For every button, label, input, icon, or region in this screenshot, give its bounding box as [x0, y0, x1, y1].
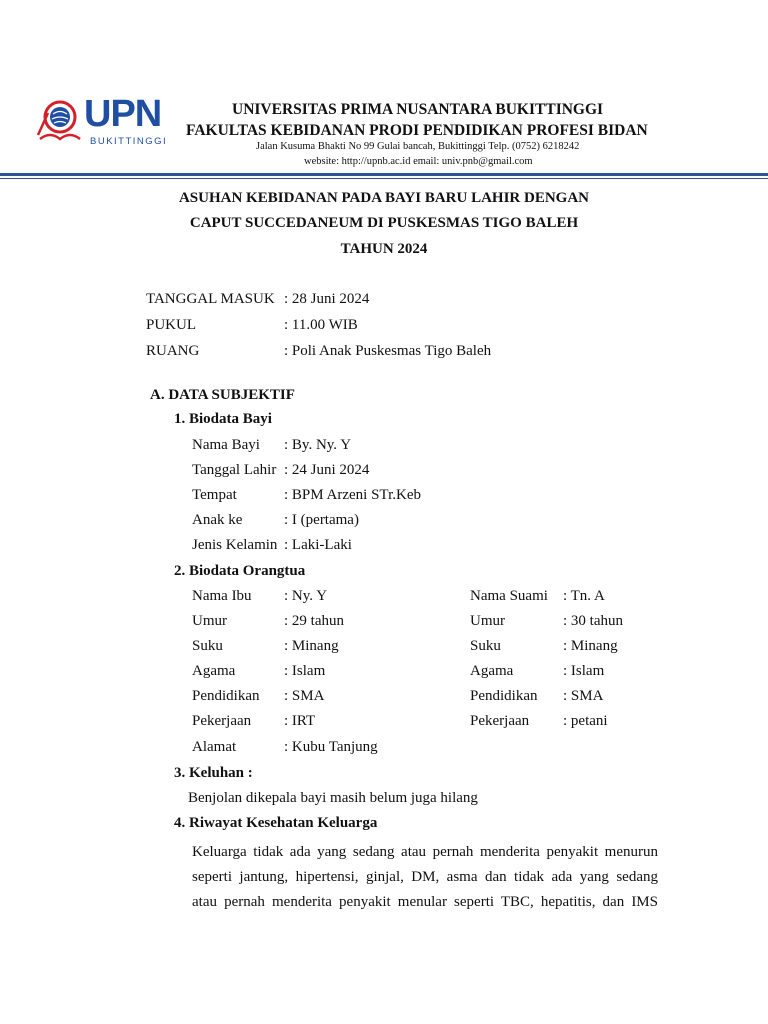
baby-name-value: : By. Ny. Y: [284, 437, 352, 453]
mother-job-value: : IRT: [284, 713, 316, 729]
mother-ethnicity-label: Suku: [192, 638, 223, 654]
admission-date-value: : 28 Juni 2024: [284, 291, 370, 307]
header-divider-thin: [0, 178, 768, 179]
logo-subtext: BUKITTINGGI: [90, 136, 168, 147]
mother-education-value: : SMA: [284, 688, 325, 704]
biodata-bayi-heading: 1. Biodata Bayi: [174, 411, 272, 427]
mother-value: : Ny. Y: [284, 588, 328, 604]
admission-time-value: : 11.00 WIB: [284, 317, 358, 333]
father-job-label: Pekerjaan: [470, 713, 530, 729]
riwayat-line1: Keluarga tidak ada yang sedang atau pernah menderita penyakit menurun: [192, 844, 658, 860]
doc-title-line3: TAHUN 2024: [340, 241, 428, 257]
address-line: Jalan Kusuma Bhakti No 99 Gulai bancah, Bukittinggi Telp. (0752) 6218242: [256, 141, 580, 152]
mother-age-value: : 29 tahun: [284, 613, 344, 629]
baby-name-label: Nama Bayi: [192, 437, 260, 453]
mother-ethnicity-value: : Minang: [284, 638, 339, 654]
doc-title-line2: CAPUT SUCCEDANEUM DI PUSKESMAS TIGO BALEH: [189, 215, 579, 231]
university-name: UNIVERSITAS PRIMA NUSANTARA BUKITTINGGI: [232, 101, 604, 118]
mother-label: Nama Ibu: [192, 588, 252, 604]
father-label: Nama Suami: [470, 588, 548, 604]
mother-education-label: Pendidikan: [192, 688, 260, 704]
father-job-value: : petani: [563, 713, 608, 729]
riwayat-heading: 4. Riwayat Kesehatan Keluarga: [174, 815, 378, 831]
birth-place-label: Tempat: [192, 487, 237, 503]
father-age-label: Umur: [470, 613, 505, 629]
birth-place-value: : BPM Arzeni STr.Keb: [284, 487, 421, 503]
father-age-value: : 30 tahun: [563, 613, 623, 629]
gender-label: Jenis Kelamin: [192, 537, 278, 553]
father-value: : Tn. A: [563, 588, 605, 604]
birth-date-value: : 24 Juni 2024: [284, 462, 370, 478]
address-value: : Kubu Tanjung: [284, 739, 378, 755]
admission-date-label: TANGGAL MASUK: [146, 291, 275, 307]
birth-date-label: Tanggal Lahir: [192, 462, 277, 478]
doc-title-line1: ASUHAN KEBIDANAN PADA BAYI BARU LAHIR DENGAN: [178, 190, 590, 206]
riwayat-line3: atau pernah menderita penyakit menular seperti TBC, hepatitis, dan IMS: [192, 894, 658, 910]
admission-time-label: PUKUL: [146, 317, 197, 333]
logo-text: UPN: [84, 93, 162, 135]
mother-religion-label: Agama: [192, 663, 236, 679]
father-ethnicity-label: Suku: [470, 638, 501, 654]
father-religion-label: Agama: [470, 663, 514, 679]
contact-line: website: http://upnb.ac.id email: univ.pnb@gmail.com: [304, 156, 533, 167]
father-religion-value: : Islam: [563, 663, 605, 679]
mother-job-label: Pekerjaan: [192, 713, 252, 729]
keluhan-text: Benjolan dikepala bayi masih belum juga hilang: [188, 790, 478, 806]
mother-religion-value: : Islam: [284, 663, 326, 679]
child-order-label: Anak ke: [192, 512, 243, 528]
admission-room-label: RUANG: [146, 343, 200, 359]
faculty-name: FAKULTAS KEBIDANAN PRODI PENDIDIKAN PROFESI BIDAN: [186, 122, 648, 139]
father-education-label: Pendidikan: [470, 688, 538, 704]
biodata-orangtua-heading: 2. Biodata Orangtua: [174, 563, 306, 579]
section-a-heading: A. DATA SUBJEKTIF: [150, 387, 295, 403]
father-education-value: : SMA: [563, 688, 604, 704]
riwayat-line2: seperti jantung, hipertensi, ginjal, DM, asma dan tidak ada yang sedang: [192, 869, 658, 885]
mother-age-label: Umur: [192, 613, 227, 629]
gender-value: : Laki-Laki: [284, 537, 352, 553]
keluhan-heading: 3. Keluhan :: [174, 765, 253, 781]
child-order-value: : I (pertama): [284, 512, 359, 528]
father-ethnicity-value: : Minang: [563, 638, 618, 654]
university-logo: [34, 95, 184, 155]
header-divider-thick: [0, 173, 768, 176]
address-label: Alamat: [192, 739, 237, 755]
admission-room-value: : Poli Anak Puskesmas Tigo Baleh: [284, 343, 492, 359]
